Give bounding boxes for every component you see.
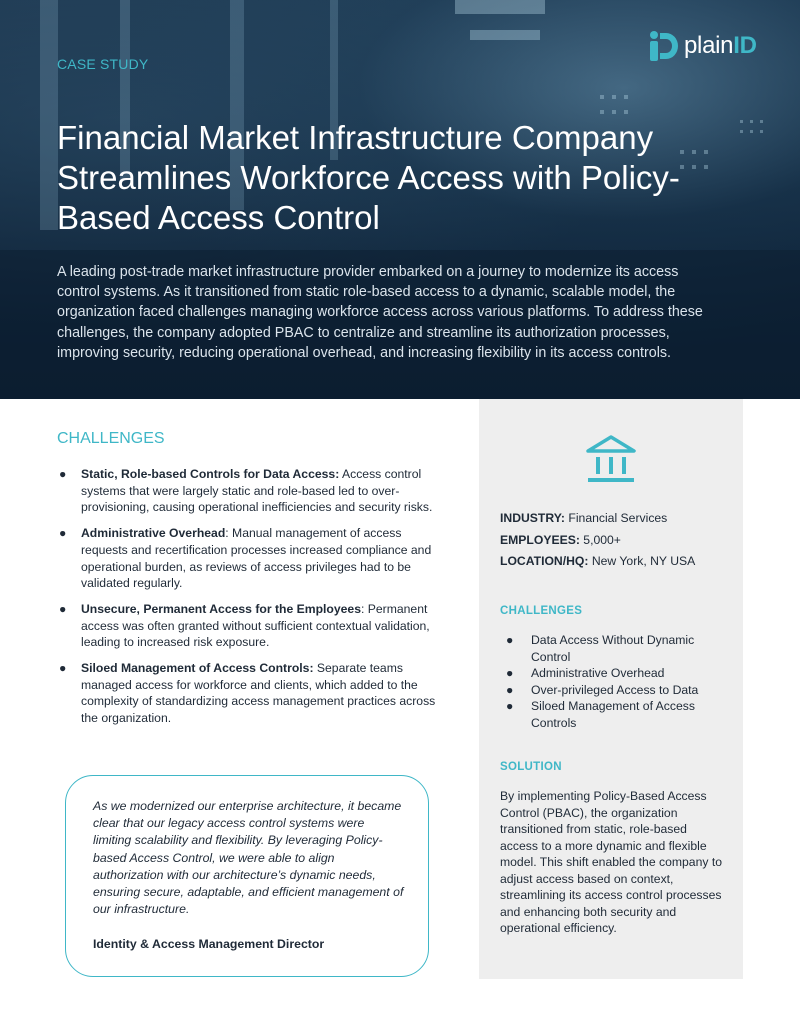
challenge-item: ● Unsecure, Permanent Access for the Employees: Permanent access was often granted without sufficient contextual validation, leading to increased risk exposure. [59, 601, 430, 650]
quote-text: As we modernized our enterprise architecture, it became clear that our legacy access control systems were limiting scalability and flexibility. By leveraging Policy-based Access Control, we were able to align authorization with our architecture’s dynamic needs, ensuring secure, adaptable, and efficient management of our infrastructure. [93, 799, 404, 917]
challenges-heading: CHALLENGES [57, 430, 165, 447]
bullet-icon: ● [506, 699, 514, 713]
challenge-item: ● Siloed Management of Access Controls: Separate teams managed access for workforce and clients, which added to the complexity of standardizing access management practices across the organization. [59, 661, 436, 726]
challenges-list [57, 466, 437, 736]
logo-wordmark: plainID [684, 32, 757, 59]
bullet-icon: ● [506, 682, 514, 697]
sidebar-challenges-heading: CHALLENGES [500, 605, 583, 617]
bullet-icon: ● [59, 661, 67, 676]
fact-employees: EMPLOYEES: 5,000+ [500, 532, 621, 547]
sidebar-challenge-item: ● Over-privileged Access to Data [506, 682, 699, 697]
bullet-icon: ● [59, 467, 67, 481]
bullet-icon: ● [506, 633, 514, 647]
sidebar-challenge-item: ● Data Access Without Dynamic Control [506, 633, 695, 664]
challenge-item: ● Static, Role-based Controls for Data Access: Access control systems that were largely static and role-based led to over-provisioning, causing operational inefficiencies and security risks. [59, 467, 433, 515]
sidebar-challenge-item: ● Siloed Management of Access Controls [506, 699, 695, 730]
solution-heading: SOLUTION [500, 761, 562, 773]
company-facts [500, 511, 735, 576]
bullet-icon: ● [59, 526, 67, 541]
case-study-label: CASE STUDY [57, 56, 149, 72]
bullet-icon: ● [59, 601, 67, 616]
company-info-panel [479, 399, 743, 979]
testimonial-quote [65, 775, 429, 977]
hero-banner [0, 0, 800, 399]
solution-text: By implementing Policy-Based Access Control (PBAC), the organization transitioned from static, role-based access to a more dynamic and flexible model. This shift enabled the company to adjust access based on context, streamlining its access control processes and enhancing both security and operational efficiency. [500, 789, 722, 935]
plainid-logo [646, 28, 766, 64]
bank-building-icon [585, 435, 637, 485]
page-title: Financial Market Infrastructure Company Streamlines Workforce Access with Policy-Based Access Control [57, 119, 680, 236]
quote-author: Identity & Access Management Director [93, 937, 325, 951]
challenge-item: ● Administrative Overhead: Manual management of access requests and recertification processes increased compliance and operational burden, as reviews of access privileges had to be validated regularly. [59, 526, 432, 591]
intro-paragraph: A leading post-trade market infrastructure provider embarked on a journey to modernize its access control systems. As it transitioned from static role-based access to a dynamic, scalable model, the organization faced challenges managing workforce access across various platforms. To address these challenges, the company adopted PBAC to centralize and streamline its authorization processes, improving security, reducing operational overhead, and increasing flexibility in its access controls. [57, 264, 703, 361]
bullet-icon: ● [506, 666, 514, 680]
sidebar-challenge-item: ● Administrative Overhead [506, 666, 665, 680]
plainid-logo-icon [646, 29, 678, 63]
sidebar-challenges-list [500, 632, 730, 731]
fact-location: LOCATION/HQ: New York, NY USA [500, 554, 696, 568]
fact-industry: INDUSTRY: Financial Services [500, 511, 668, 525]
